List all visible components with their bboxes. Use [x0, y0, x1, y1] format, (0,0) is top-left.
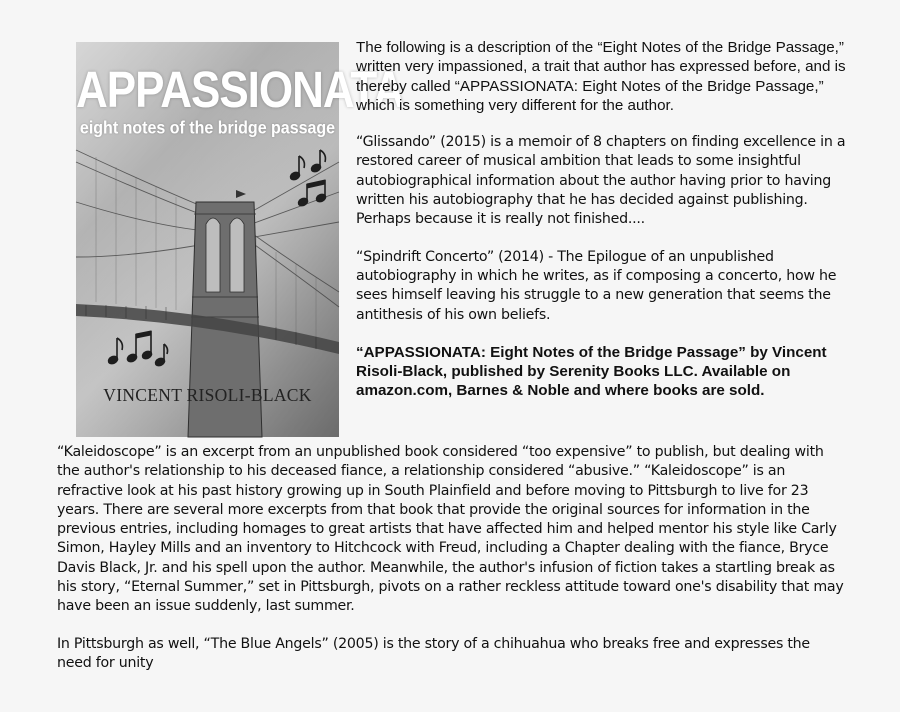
description-column	[356, 38, 848, 401]
cover-title: APPASSIONATA	[76, 62, 404, 119]
blue-angels-paragraph: In Pittsburgh as well, “The Blue Angels” (2005) is the story of a chihuahua who breaks free and expresses the need for unity	[57, 635, 810, 671]
kaleidoscope-paragraph: “Kaleidoscope” is an excerpt from an unpublished book considered “too expensive” to publish, but dealing with the author's relationship to his deceased fiance, a relationship considered “abusive.” “Kaleidoscope” is an refractive look at his past history growing up in South Plainfield and before moving to Pittsburgh to live for 23 years. There are several more excerpts from that book that provide the original sources for information in the previous entries, including homages to great artists that have affected him and helped mentor his style like Carly Simon, Hayley Mills and an inventory to Hitchcock with Freud, including a Chapter dealing with the fiance, Bryce Davis Black, Jr. and his spell upon the author. Meanwhile, the author's infusion of fiction takes a startling break as his story, “Eternal Summer,” set in Pittsburgh, pivots on a rather reckless attitude toward one's disability that may have been an issue suddenly, last summer.	[57, 444, 844, 615]
bottom-text	[57, 443, 847, 673]
music-notes-icon	[286, 150, 336, 210]
spindrift-paragraph: “Spindrift Concerto” (2014) - The Epilogue of an unpublished autobiography in which he writes, as if composing a concerto, how he sees himself leaving his struggle to a new generation that seems the antithesis of his own beliefs.	[356, 248, 837, 323]
glissando-paragraph: “Glissando” (2015) is a memoir of 8 chapters on finding excellence in a restored career of musical ambition that leads to some insightful autobiographical information about the author having prior to having written his autobiography that he has decided against publishing. Perhaps because it is really not finished....	[356, 134, 846, 228]
music-notes-icon	[106, 328, 168, 368]
availability-paragraph: “APPASSIONATA: Eight Notes of the Bridge Passage” by Vincent Risoli-Black, published by Serenity Books LLC. Available on amazon.com, Barnes & Noble and where books are sold.	[356, 343, 827, 400]
cover-author: VINCENT RISOLI-BLACK	[103, 385, 312, 405]
intro-paragraph: The following is a description of the “Eight Notes of the Bridge Passage,” written very impassioned, a trait that author has expressed before, and is thereby called “APPASSIONATA: Eight Notes of the Bridge Passage,” which is something very different for the author.	[356, 39, 846, 114]
book-cover	[76, 42, 404, 437]
cover-subtitle: eight notes of the bridge passage	[79, 119, 336, 138]
